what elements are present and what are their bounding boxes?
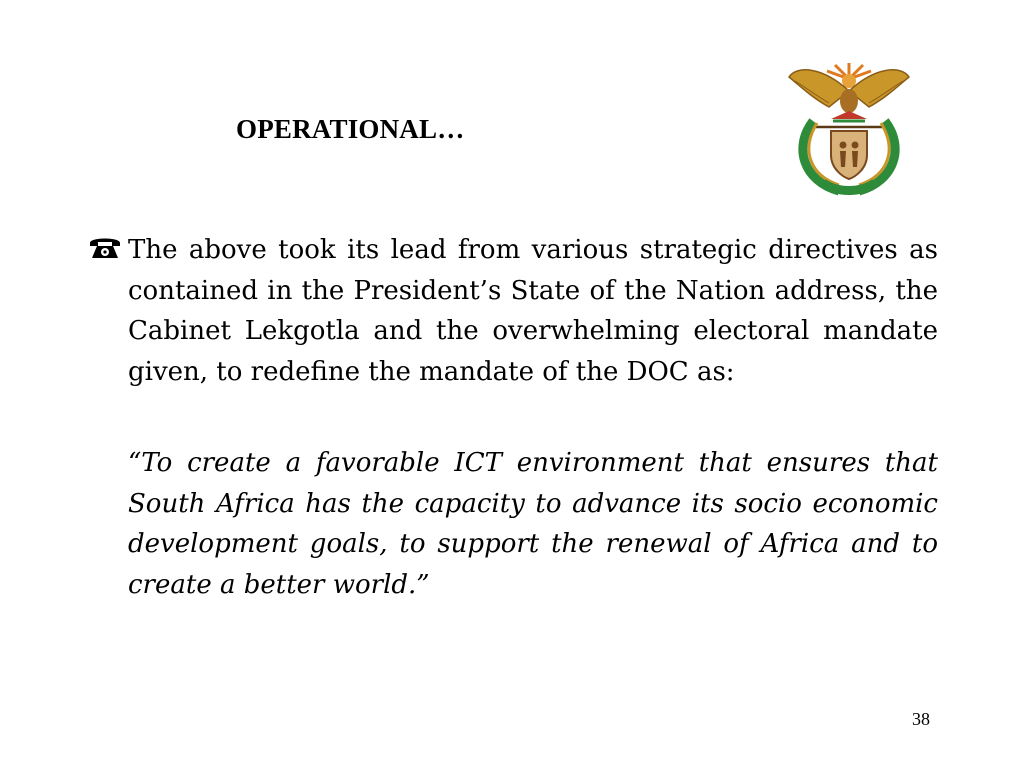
- body-paragraph: The above took its lead from various strategic directives as contained in the President’s State of the Nation address, the Cabinet Lekgotla and the overwhelming electoral mandate given, to redefine the mandate of the DOC as:: [128, 235, 938, 387]
- coat-of-arms-logo: [783, 57, 915, 197]
- telephone-icon: [88, 234, 122, 260]
- page-number: 38: [912, 709, 930, 729]
- slide-title: OPERATIONAL…: [236, 114, 465, 144]
- mission-quote: “To create a favorable ICT environment that ensures that South Africa has the capacity to advance its socio economic development goals, to support the renewal of Africa and to create a better world.”: [128, 448, 938, 600]
